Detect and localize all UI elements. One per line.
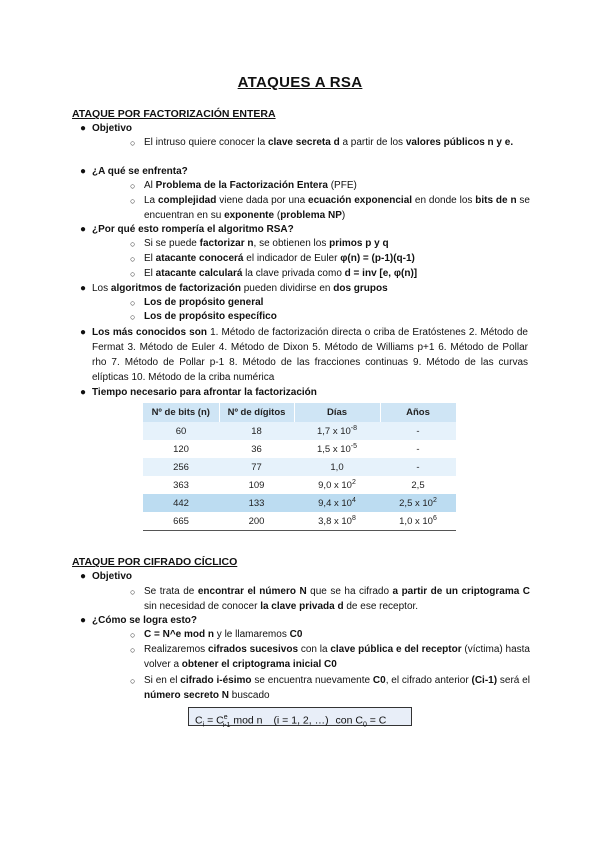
section-heading-cifrado-ciclico: ATAQUE POR CIFRADO CÍCLICO	[72, 556, 238, 568]
bullet-circle: ○	[130, 181, 136, 191]
table-header-row	[143, 403, 456, 422]
bullet-circle: ○	[130, 587, 136, 597]
subbullet-complejidad: ○ La complejidad viene dada por una ecuación exponencial en donde los bits de n se encuentran en su exponente (problema NP)	[130, 195, 530, 221]
cyclic-formula-box: $C_i = C^e_{i-1}$ mod n (i = 1, 2, …) con $C_0 = C$	[188, 707, 412, 726]
subbullet-cifrados-sucesivos: ○ Realizaremos cifrados sucesivos con la clave pública e del receptor (víctima) hasta volver a obtener el criptograma inicial C0	[130, 644, 530, 670]
subbullet-objetivo-2: ○ Se trata de encontrar el número N que se ha cifrado a partir de un criptograma C sin necesidad de conocer la clave privada d de ese receptor.	[130, 586, 530, 612]
table-row: 256 77 1,0 -	[143, 458, 456, 476]
subbullet-cifrado-iesimo: ○ Si en el cifrado i-ésimo se encuentra nuevamente C0, el cifrado anterior (Ci-1) será el número secreto N buscado	[130, 675, 530, 701]
bullet-algoritmos: ● Los algoritmos de factorización pueden dividirse en dos grupos	[80, 283, 388, 294]
bullet-dot: ●	[80, 571, 87, 582]
subbullet-objetivo: ○ El intruso quiere conocer la clave secreta d a partir de los valores públicos n y e.	[144, 136, 530, 151]
table-row: 442 133 9,4 x $10^4$ 2,5 x $10^2$	[143, 494, 456, 512]
table-row: 120 36 1,5 x $10^{-5}$ -	[143, 440, 456, 458]
bullet-como: ● ¿Cómo se logra esto?	[80, 615, 198, 626]
bullet-dot: ●	[80, 283, 87, 294]
bullet-circle: ○	[130, 269, 136, 279]
table-header-days: Días	[294, 403, 380, 422]
table-header-years: Años	[380, 403, 456, 422]
bullet-circle: ○	[130, 630, 136, 640]
table-row: 363 109 9,0 x $10^2$ 2,5	[143, 476, 456, 494]
bullet-circle: ○	[130, 298, 136, 308]
bullet-circle: ○	[130, 239, 136, 249]
bullet-dot: ●	[80, 327, 87, 338]
bullet-metodos-conocidos: ● Los más conocidos son 1. Método de factorización directa o criba de Eratóstenes 2. Método de Fermat 3. Método de Euler 4. Método de Dixon 5. Método de Williams p+1 6. Método de Pollar rho 7. Método de Pollar p-1 8. Método de las fracciones continuas 9. Método de las curvas elípticas 10. Método de la criba numérica	[80, 327, 528, 383]
subbullet-euler: ○ El atacante conocerá el indicador de Euler φ(n) = (p-1)(q-1)	[144, 252, 530, 267]
bullet-circle: ○	[130, 312, 136, 322]
bullet-dot: ●	[80, 123, 87, 134]
table-row: 665 200 3,8 x $10^8$ 1,0 x $10^6$	[143, 512, 456, 531]
page-title: ATAQUES A RSA	[237, 74, 363, 91]
subbullet-pfe: ○ Al Problema de la Factorización Entera (PFE)	[144, 179, 530, 194]
table-header-digits: Nº de dígitos	[219, 403, 294, 422]
bullet-objetivo-2: ● Objetivo	[80, 571, 133, 582]
table-header-bits: Nº de bits (n)	[143, 403, 219, 422]
subbullet-factorizar: ○ Si se puede factorizar n, se obtienen los primos p y q	[144, 237, 530, 252]
bullet-rompe: ● ¿Por qué esto rompería el algoritmo RSA?	[80, 224, 294, 235]
bullet-objetivo: ● Objetivo	[80, 123, 133, 134]
bullet-circle: ○	[130, 676, 136, 686]
bullet-dot: ●	[80, 387, 87, 398]
bullet-circle: ○	[130, 196, 136, 206]
subbullet-clave-privada: ○ El atacante calculará la clave privada como d = inv [e, φ(n)]	[144, 267, 530, 282]
section-heading-factorizacion: ATAQUE POR FACTORIZACIÓN ENTERA	[72, 108, 276, 120]
bullet-enfrenta: ● ¿A qué se enfrenta?	[80, 166, 188, 177]
subbullet-proposito-general: ○ Los de propósito general	[144, 296, 530, 311]
bullet-circle: ○	[130, 254, 136, 264]
subbullet-proposito-especifico: ○ Los de propósito específico	[144, 310, 530, 325]
bullet-dot: ●	[80, 224, 87, 235]
bullet-dot: ●	[80, 166, 87, 177]
bullet-circle: ○	[130, 138, 136, 148]
bullet-tiempo: ● Tiempo necesario para afrontar la factorización	[80, 387, 317, 398]
table-row: 60 18 1,7 x $10^{-8}$ -	[143, 422, 456, 440]
factorization-time-table	[143, 403, 457, 531]
bullet-circle: ○	[130, 645, 136, 655]
subbullet-c0: ○ C = N^e mod n y le llamaremos C0	[144, 628, 530, 643]
bullet-dot: ●	[80, 615, 87, 626]
